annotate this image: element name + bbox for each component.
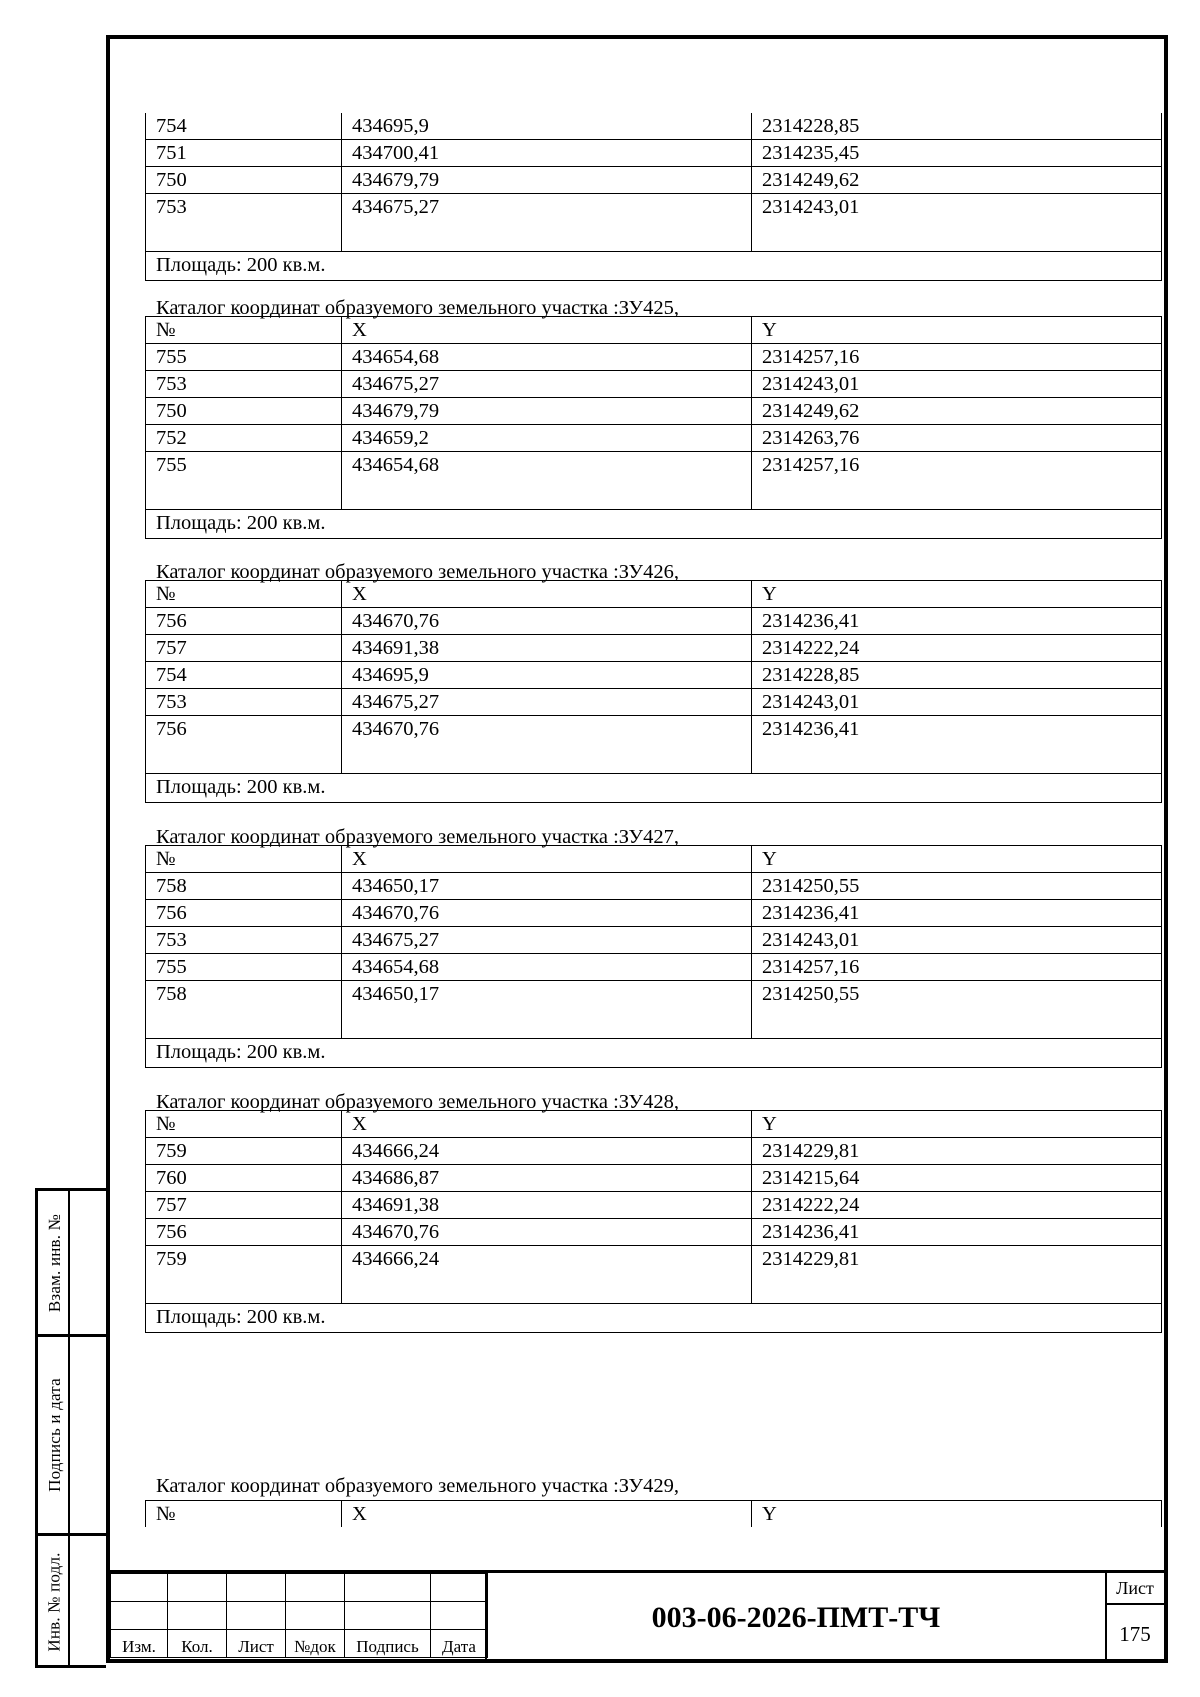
y-coordinate: 2314229,81 [752, 1246, 1162, 1304]
col-izm: Изм. [111, 1630, 168, 1658]
table-row [146, 371, 1162, 398]
table-row [146, 167, 1162, 194]
coordinate-table [145, 845, 1162, 1068]
coordinate-table [145, 316, 1162, 539]
x-coordinate: 434695,9 [342, 113, 752, 140]
catalog-caption: Каталог координат образуемого земельного участка :ЗУ429, [156, 1475, 679, 1497]
y-coordinate: 2314228,85 [752, 662, 1162, 689]
x-coordinate: 434654,68 [342, 954, 752, 981]
point-number: 758 [146, 981, 342, 1039]
y-coordinate: 2314243,01 [752, 689, 1162, 716]
y-coordinate: 2314249,62 [752, 398, 1162, 425]
table-row [146, 1138, 1162, 1165]
point-number: 753 [146, 689, 342, 716]
point-number: 755 [146, 954, 342, 981]
point-number: 751 [146, 140, 342, 167]
x-coordinate: 434670,76 [342, 1219, 752, 1246]
point-number: 757 [146, 1192, 342, 1219]
area-row [146, 510, 1162, 539]
coordinate-table-zu429 [145, 1500, 1162, 1527]
point-number: 755 [146, 452, 342, 510]
area-row [146, 1039, 1162, 1068]
table-row [146, 981, 1162, 1039]
table-row [146, 927, 1162, 954]
column-header-x: X [342, 1501, 752, 1528]
revision-grid [110, 1573, 488, 1658]
point-number: 753 [146, 927, 342, 954]
column-header-y: Y [752, 581, 1162, 608]
x-coordinate: 434666,24 [342, 1246, 752, 1304]
col-data: Дата [431, 1630, 488, 1658]
col-podpis: Подпись [345, 1630, 431, 1658]
column-header-y: Y [752, 317, 1162, 344]
column-header-x: X [342, 317, 752, 344]
column-header-number: № [146, 846, 342, 873]
catalog-caption: Каталог координат образуемого земельного участка :ЗУ425, [156, 297, 679, 319]
area-text: Площадь: 200 кв.м. [146, 1039, 1162, 1068]
y-coordinate: 2314236,41 [752, 900, 1162, 927]
area-row [146, 252, 1162, 281]
x-coordinate: 434670,76 [342, 900, 752, 927]
coordinate-table [145, 1110, 1162, 1333]
x-coordinate: 434675,27 [342, 371, 752, 398]
point-number: 759 [146, 1246, 342, 1304]
area-text: Площадь: 200 кв.м. [146, 510, 1162, 539]
x-coordinate: 434679,79 [342, 398, 752, 425]
catalog-caption: Каталог координат образуемого земельного участка :ЗУ428, [156, 1091, 679, 1113]
y-coordinate: 2314250,55 [752, 981, 1162, 1039]
x-coordinate: 434686,87 [342, 1165, 752, 1192]
table-row [146, 113, 1162, 140]
point-number: 755 [146, 344, 342, 371]
table-row [146, 344, 1162, 371]
x-coordinate: 434659,2 [342, 425, 752, 452]
table-header-row [146, 846, 1162, 873]
column-header-number: № [146, 1111, 342, 1138]
point-number: 750 [146, 398, 342, 425]
area-row [146, 1304, 1162, 1333]
col-list: Лист [227, 1630, 286, 1658]
y-coordinate: 2314243,01 [752, 371, 1162, 398]
x-coordinate: 434691,38 [342, 1192, 752, 1219]
point-number: 754 [146, 662, 342, 689]
table-row [146, 425, 1162, 452]
column-header-number: № [146, 581, 342, 608]
column-header-y: Y [752, 846, 1162, 873]
point-number: 760 [146, 1165, 342, 1192]
table-row [146, 635, 1162, 662]
table-row [146, 140, 1162, 167]
title-block [106, 1570, 1168, 1663]
side-label-original-inv: Инв. № подл. [45, 1552, 65, 1652]
y-coordinate: 2314236,41 [752, 608, 1162, 635]
point-number: 754 [146, 113, 342, 140]
binding-strip [35, 1188, 106, 1668]
column-header-number: № [146, 1501, 342, 1528]
area-text: Площадь: 200 кв.м. [146, 252, 1162, 281]
point-number: 753 [146, 194, 342, 252]
table-row [146, 689, 1162, 716]
y-coordinate: 2314257,16 [752, 954, 1162, 981]
x-coordinate: 434650,17 [342, 873, 752, 900]
point-number: 757 [146, 635, 342, 662]
table-row [146, 1192, 1162, 1219]
table-row [146, 873, 1162, 900]
x-coordinate: 434691,38 [342, 635, 752, 662]
x-coordinate: 434650,17 [342, 981, 752, 1039]
column-header-y: Y [752, 1501, 1162, 1528]
y-coordinate: 2314257,16 [752, 344, 1162, 371]
x-coordinate: 434670,76 [342, 608, 752, 635]
y-coordinate: 2314243,01 [752, 927, 1162, 954]
y-coordinate: 2314215,64 [752, 1165, 1162, 1192]
table-row [146, 900, 1162, 927]
x-coordinate: 434695,9 [342, 662, 752, 689]
y-coordinate: 2314249,62 [752, 167, 1162, 194]
point-number: 758 [146, 873, 342, 900]
x-coordinate: 434666,24 [342, 1138, 752, 1165]
y-coordinate: 2314235,45 [752, 140, 1162, 167]
point-number: 756 [146, 1219, 342, 1246]
table-row [146, 452, 1162, 510]
col-kol: Кол. [168, 1630, 227, 1658]
table-row [146, 954, 1162, 981]
side-label-replacement-inv: Взам. инв. № [45, 1213, 65, 1312]
table-row [146, 716, 1162, 774]
y-coordinate: 2314236,41 [752, 716, 1162, 774]
y-coordinate: 2314228,85 [752, 113, 1162, 140]
table-header-row [146, 581, 1162, 608]
x-coordinate: 434675,27 [342, 927, 752, 954]
coordinate-table-continued [145, 113, 1162, 281]
area-text: Площадь: 200 кв.м. [146, 774, 1162, 803]
table-row [146, 194, 1162, 252]
sheet-number: 175 [1119, 1622, 1151, 1646]
catalog-caption: Каталог координат образуемого земельного участка :ЗУ427, [156, 826, 679, 848]
y-coordinate: 2314243,01 [752, 194, 1162, 252]
column-header-y: Y [752, 1111, 1162, 1138]
column-header-x: X [342, 1111, 752, 1138]
document-code: 003-06-2026-ПМТ-ТЧ [485, 1573, 1107, 1663]
x-coordinate: 434654,68 [342, 344, 752, 371]
table-row [146, 1165, 1162, 1192]
table-header-row [146, 1501, 1162, 1528]
column-header-number: № [146, 317, 342, 344]
y-coordinate: 2314257,16 [752, 452, 1162, 510]
y-coordinate: 2314222,24 [752, 635, 1162, 662]
point-number: 756 [146, 716, 342, 774]
y-coordinate: 2314263,76 [752, 425, 1162, 452]
y-coordinate: 2314250,55 [752, 873, 1162, 900]
table-header-row [146, 317, 1162, 344]
table-row [146, 398, 1162, 425]
x-coordinate: 434679,79 [342, 167, 752, 194]
side-label-signature-date: Подпись и дата [45, 1378, 65, 1492]
column-header-x: X [342, 846, 752, 873]
point-number: 759 [146, 1138, 342, 1165]
catalog-caption: Каталог координат образуемого земельного участка :ЗУ426, [156, 561, 679, 583]
y-coordinate: 2314222,24 [752, 1192, 1162, 1219]
table-row [146, 662, 1162, 689]
x-coordinate: 434700,41 [342, 140, 752, 167]
table-row [146, 1246, 1162, 1304]
point-number: 752 [146, 425, 342, 452]
point-number: 756 [146, 900, 342, 927]
table-row [146, 608, 1162, 635]
area-text: Площадь: 200 кв.м. [146, 1304, 1162, 1333]
point-number: 750 [146, 167, 342, 194]
table-row [146, 1219, 1162, 1246]
x-coordinate: 434670,76 [342, 716, 752, 774]
point-number: 753 [146, 371, 342, 398]
sheet-label: Лист [1106, 1573, 1164, 1605]
y-coordinate: 2314236,41 [752, 1219, 1162, 1246]
point-number: 756 [146, 608, 342, 635]
x-coordinate: 434675,27 [342, 194, 752, 252]
y-coordinate: 2314229,81 [752, 1138, 1162, 1165]
table-header-row [146, 1111, 1162, 1138]
column-header-x: X [342, 581, 752, 608]
area-row [146, 774, 1162, 803]
x-coordinate: 434675,27 [342, 689, 752, 716]
col-ndok: №док [286, 1630, 345, 1658]
coordinate-table [145, 580, 1162, 803]
x-coordinate: 434654,68 [342, 452, 752, 510]
